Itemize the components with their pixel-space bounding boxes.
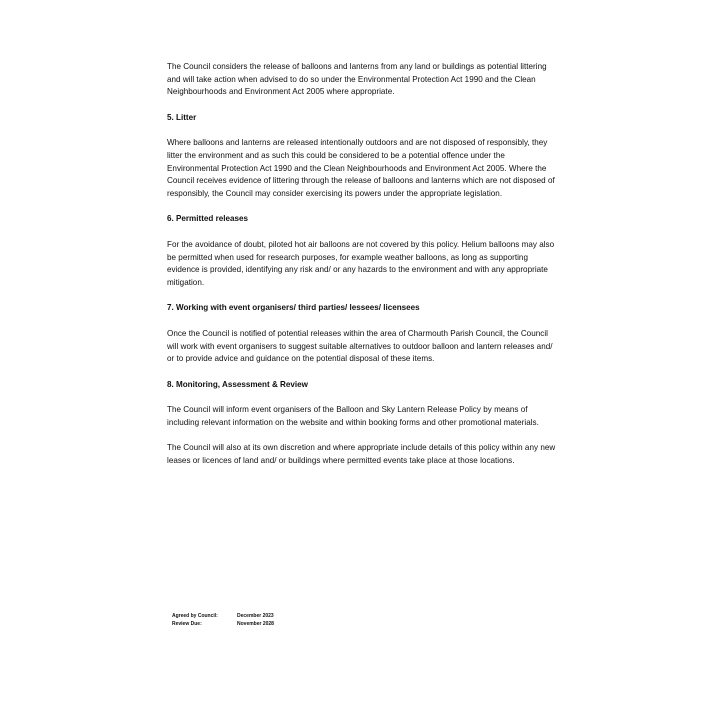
agreed-row — [172, 612, 274, 620]
document-body — [167, 61, 559, 481]
review-row — [172, 620, 274, 628]
litter-paragraph: Where balloons and lanterns are released intentionally outdoors and are not disposed of responsibly, they litter the environment and as such this could be considered to be a potential offence under the Environmental Protection Act 1990 and the Clean Neighbourhoods and Environment Act 2005. Where the Council receives evidence of littering through the release of balloons and lanterns which are not disposed of responsibly, the Council may consider exercising its powers under the appropriate legislation. — [167, 138, 555, 198]
intro-paragraph: The Council considers the release of balloons and lanterns from any land or buildings as potential littering and will take action when advised to do so under the Environmental Protection Act 1990 and the Clean Neighbourhoods and Environment Act 2005 where appropriate. — [167, 62, 547, 97]
working-with-organisers-paragraph: Once the Council is notified of potential releases within the area of Charmouth Parish Council, the Council will work with event organisers to suggest suitable alternatives to outdoor balloon and lantern releases and/ or to provide advice and guidance on the potential disposal of these items. — [167, 328, 553, 364]
monitoring-paragraph-2: The Council will also at its own discretion and where appropriate include details of this policy within any new leases or licences of land and/ or buildings where permitted events take place at those locations. — [167, 443, 556, 466]
review-value: November 2028 — [237, 621, 274, 627]
section-heading-litter: 5. Litter — [167, 112, 197, 122]
review-label: Review Due: — [172, 621, 202, 627]
agreed-label: Agreed by Council: — [172, 613, 218, 619]
agreed-value: December 2023 — [237, 613, 274, 619]
permitted-releases-paragraph: For the avoidance of doubt, piloted hot air balloons are not covered by this policy. Helium balloons may also be permitted when used for research purposes, for example weather balloons, as long as supporting evidence is provided, identifying any risk and/ or any hazards to the environment and with any appropriate mitigation. — [167, 239, 555, 287]
section-heading-working-with-organisers: 7. Working with event organisers/ third parties/ lessees/ licensees — [167, 303, 420, 313]
section-heading-permitted-releases: 6. Permitted releases — [167, 214, 248, 224]
document-footer — [172, 612, 274, 628]
section-heading-monitoring: 8. Monitoring, Assessment & Review — [167, 379, 308, 389]
monitoring-paragraph-1: The Council will inform event organisers of the Balloon and Sky Lantern Release Policy by means of including relevant information on the website and within booking forms and other promotional materials. — [167, 405, 539, 427]
